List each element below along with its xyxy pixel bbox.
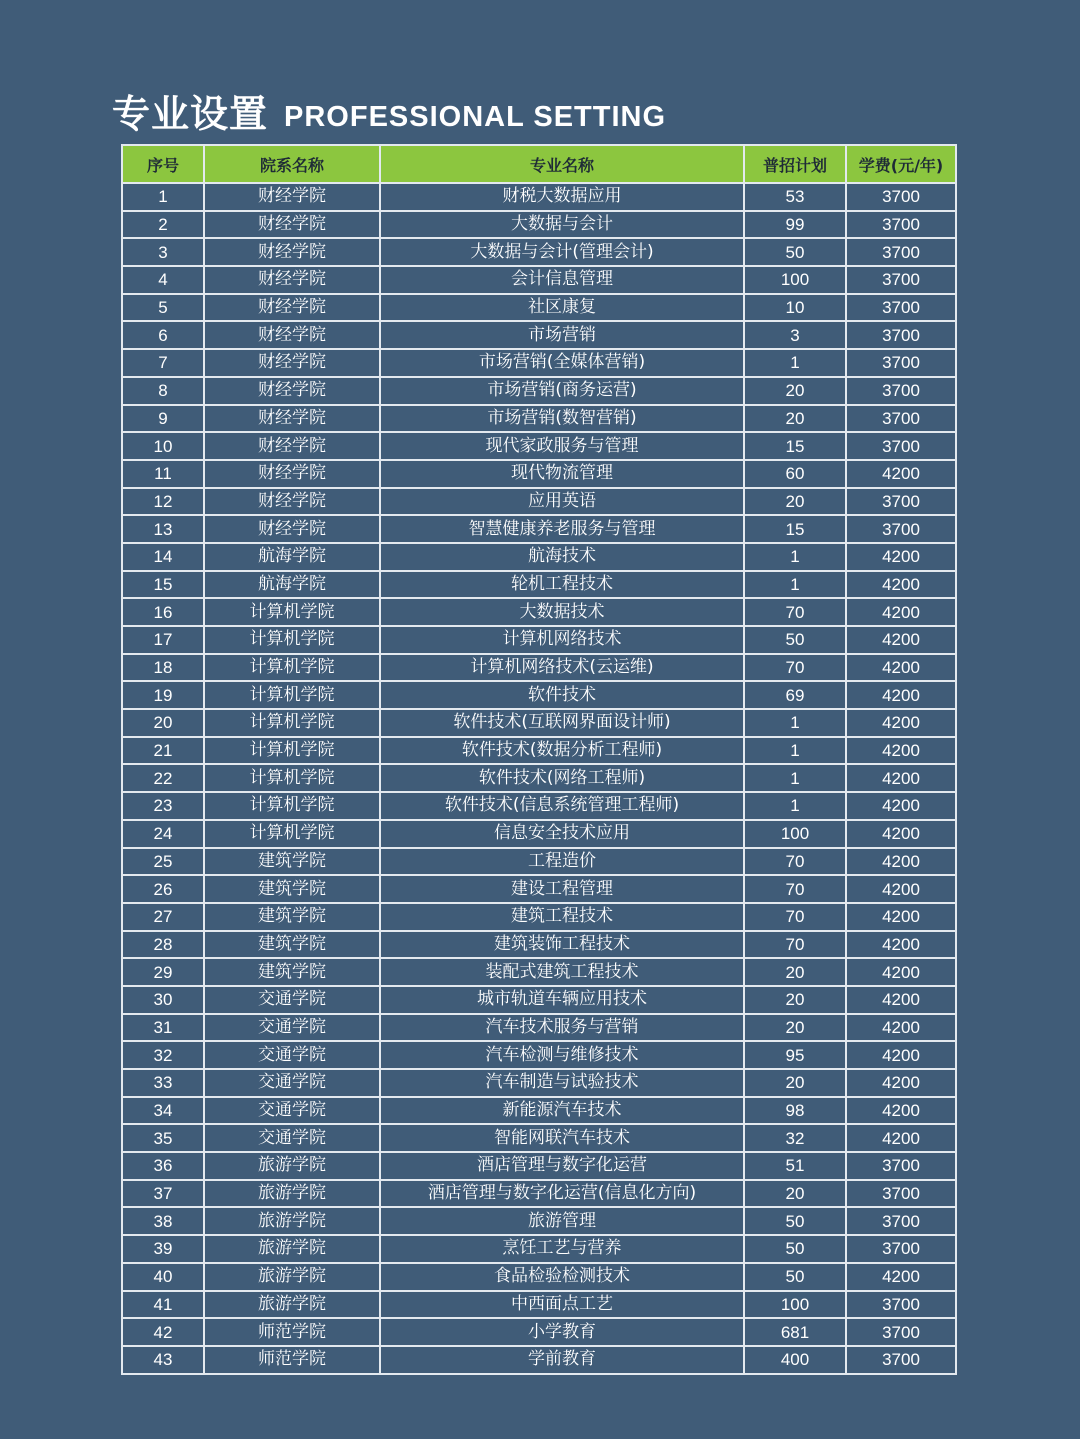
table-row — [122, 183, 956, 211]
cell-major: 应用英语 — [380, 488, 744, 516]
cell-enrollment-plan: 70 — [744, 598, 846, 626]
cell-college: 航海学院 — [204, 571, 380, 599]
cell-enrollment-plan: 70 — [744, 903, 846, 931]
major-table — [121, 144, 957, 1375]
table-row — [122, 598, 956, 626]
cell-enrollment-plan: 1 — [744, 709, 846, 737]
cell-enrollment-plan: 1 — [744, 571, 846, 599]
cell-major: 航海技术 — [380, 543, 744, 571]
cell-major: 装配式建筑工程技术 — [380, 958, 744, 986]
table-row — [122, 626, 956, 654]
cell-college: 旅游学院 — [204, 1235, 380, 1263]
header-major: 专业名称 — [380, 145, 744, 183]
table-row — [122, 875, 956, 903]
cell-enrollment-plan: 681 — [744, 1318, 846, 1346]
cell-index: 12 — [122, 488, 204, 516]
cell-major: 大数据与会计 — [380, 211, 744, 239]
cell-college: 师范学院 — [204, 1346, 380, 1374]
cell-tuition: 4200 — [846, 681, 956, 709]
cell-enrollment-plan: 53 — [744, 183, 846, 211]
cell-index: 25 — [122, 848, 204, 876]
table-row — [122, 1152, 956, 1180]
cell-college: 旅游学院 — [204, 1207, 380, 1235]
header-index: 序号 — [122, 145, 204, 183]
table-row — [122, 792, 956, 820]
cell-college: 计算机学院 — [204, 820, 380, 848]
cell-major: 轮机工程技术 — [380, 571, 744, 599]
cell-tuition: 4200 — [846, 1263, 956, 1291]
cell-college: 财经学院 — [204, 321, 380, 349]
cell-enrollment-plan: 70 — [744, 931, 846, 959]
cell-tuition: 3700 — [846, 321, 956, 349]
cell-college: 计算机学院 — [204, 654, 380, 682]
cell-major: 大数据与会计(管理会计) — [380, 238, 744, 266]
cell-enrollment-plan: 400 — [744, 1346, 846, 1374]
cell-index: 41 — [122, 1291, 204, 1319]
cell-major: 建设工程管理 — [380, 875, 744, 903]
cell-college: 财经学院 — [204, 377, 380, 405]
cell-index: 9 — [122, 405, 204, 433]
cell-tuition: 3700 — [846, 266, 956, 294]
cell-college: 财经学院 — [204, 266, 380, 294]
cell-tuition: 4200 — [846, 598, 956, 626]
cell-college: 计算机学院 — [204, 598, 380, 626]
cell-index: 3 — [122, 238, 204, 266]
table-row — [122, 848, 956, 876]
cell-enrollment-plan: 1 — [744, 737, 846, 765]
cell-tuition: 4200 — [846, 709, 956, 737]
cell-tuition: 3700 — [846, 1346, 956, 1374]
cell-college: 财经学院 — [204, 515, 380, 543]
cell-tuition: 4200 — [846, 1069, 956, 1097]
cell-index: 8 — [122, 377, 204, 405]
cell-tuition: 4200 — [846, 903, 956, 931]
table-row — [122, 1014, 956, 1042]
cell-tuition: 3700 — [846, 1180, 956, 1208]
cell-college: 交通学院 — [204, 986, 380, 1014]
table-row — [122, 709, 956, 737]
cell-tuition: 3700 — [846, 211, 956, 239]
cell-index: 37 — [122, 1180, 204, 1208]
cell-enrollment-plan: 69 — [744, 681, 846, 709]
cell-index: 35 — [122, 1124, 204, 1152]
cell-tuition: 4200 — [846, 848, 956, 876]
cell-enrollment-plan: 70 — [744, 654, 846, 682]
cell-college: 财经学院 — [204, 432, 380, 460]
cell-tuition: 3700 — [846, 405, 956, 433]
cell-index: 11 — [122, 460, 204, 488]
cell-index: 39 — [122, 1235, 204, 1263]
cell-enrollment-plan: 95 — [744, 1041, 846, 1069]
cell-enrollment-plan: 60 — [744, 460, 846, 488]
cell-index: 16 — [122, 598, 204, 626]
cell-enrollment-plan: 20 — [744, 377, 846, 405]
cell-tuition: 3700 — [846, 238, 956, 266]
table-row — [122, 986, 956, 1014]
cell-enrollment-plan: 15 — [744, 515, 846, 543]
cell-college: 财经学院 — [204, 349, 380, 377]
cell-college: 旅游学院 — [204, 1180, 380, 1208]
cell-major: 食品检验检测技术 — [380, 1263, 744, 1291]
cell-major: 酒店管理与数字化运营 — [380, 1152, 744, 1180]
cell-enrollment-plan: 20 — [744, 1069, 846, 1097]
cell-college: 财经学院 — [204, 238, 380, 266]
cell-major: 软件技术 — [380, 681, 744, 709]
cell-major: 小学教育 — [380, 1318, 744, 1346]
cell-college: 财经学院 — [204, 460, 380, 488]
table-row — [122, 1207, 956, 1235]
cell-index: 23 — [122, 792, 204, 820]
cell-college: 交通学院 — [204, 1069, 380, 1097]
table-row — [122, 820, 956, 848]
cell-tuition: 3700 — [846, 1291, 956, 1319]
table-row — [122, 460, 956, 488]
cell-tuition: 4200 — [846, 792, 956, 820]
cell-index: 2 — [122, 211, 204, 239]
table-row — [122, 349, 956, 377]
cell-college: 交通学院 — [204, 1014, 380, 1042]
cell-tuition: 4200 — [846, 571, 956, 599]
cell-index: 21 — [122, 737, 204, 765]
table-row — [122, 1291, 956, 1319]
cell-enrollment-plan: 20 — [744, 488, 846, 516]
cell-college: 财经学院 — [204, 488, 380, 516]
cell-tuition: 4200 — [846, 1097, 956, 1125]
cell-major: 市场营销 — [380, 321, 744, 349]
cell-college: 计算机学院 — [204, 764, 380, 792]
cell-enrollment-plan: 70 — [744, 875, 846, 903]
cell-college: 财经学院 — [204, 405, 380, 433]
page-title — [112, 80, 666, 136]
cell-college: 交通学院 — [204, 1124, 380, 1152]
cell-college: 计算机学院 — [204, 681, 380, 709]
table-row — [122, 681, 956, 709]
cell-major: 社区康复 — [380, 294, 744, 322]
cell-index: 42 — [122, 1318, 204, 1346]
table-row — [122, 405, 956, 433]
cell-index: 38 — [122, 1207, 204, 1235]
cell-tuition: 3700 — [846, 349, 956, 377]
cell-enrollment-plan: 100 — [744, 820, 846, 848]
cell-major: 新能源汽车技术 — [380, 1097, 744, 1125]
cell-enrollment-plan: 51 — [744, 1152, 846, 1180]
cell-index: 29 — [122, 958, 204, 986]
cell-index: 32 — [122, 1041, 204, 1069]
cell-major: 计算机网络技术 — [380, 626, 744, 654]
cell-college: 财经学院 — [204, 211, 380, 239]
table-row — [122, 764, 956, 792]
header-tuition: 学费(元/年) — [846, 145, 956, 183]
cell-index: 15 — [122, 571, 204, 599]
cell-index: 26 — [122, 875, 204, 903]
cell-index: 24 — [122, 820, 204, 848]
cell-tuition: 4200 — [846, 1014, 956, 1042]
cell-major: 软件技术(网络工程师) — [380, 764, 744, 792]
cell-index: 13 — [122, 515, 204, 543]
table-row — [122, 543, 956, 571]
table-row — [122, 515, 956, 543]
table-row — [122, 1124, 956, 1152]
cell-major: 现代物流管理 — [380, 460, 744, 488]
header-college: 院系名称 — [204, 145, 380, 183]
table-body — [122, 183, 956, 1374]
cell-college: 师范学院 — [204, 1318, 380, 1346]
cell-index: 14 — [122, 543, 204, 571]
cell-index: 30 — [122, 986, 204, 1014]
cell-tuition: 4200 — [846, 1124, 956, 1152]
cell-enrollment-plan: 50 — [744, 1263, 846, 1291]
cell-enrollment-plan: 50 — [744, 626, 846, 654]
cell-tuition: 3700 — [846, 294, 956, 322]
table-row — [122, 432, 956, 460]
table-row — [122, 1263, 956, 1291]
cell-college: 财经学院 — [204, 183, 380, 211]
cell-major: 旅游管理 — [380, 1207, 744, 1235]
cell-enrollment-plan: 1 — [744, 764, 846, 792]
table-row — [122, 1041, 956, 1069]
cell-index: 10 — [122, 432, 204, 460]
table-row — [122, 1180, 956, 1208]
cell-major: 汽车制造与试验技术 — [380, 1069, 744, 1097]
cell-tuition: 4200 — [846, 986, 956, 1014]
cell-index: 17 — [122, 626, 204, 654]
cell-major: 建筑工程技术 — [380, 903, 744, 931]
table-row — [122, 377, 956, 405]
cell-index: 1 — [122, 183, 204, 211]
cell-tuition: 4200 — [846, 764, 956, 792]
cell-major: 烹饪工艺与营养 — [380, 1235, 744, 1263]
cell-index: 18 — [122, 654, 204, 682]
cell-enrollment-plan: 1 — [744, 349, 846, 377]
cell-tuition: 4200 — [846, 737, 956, 765]
cell-index: 7 — [122, 349, 204, 377]
cell-index: 34 — [122, 1097, 204, 1125]
cell-tuition: 4200 — [846, 820, 956, 848]
cell-enrollment-plan: 15 — [744, 432, 846, 460]
cell-college: 计算机学院 — [204, 792, 380, 820]
cell-enrollment-plan: 20 — [744, 1180, 846, 1208]
cell-college: 旅游学院 — [204, 1263, 380, 1291]
cell-major: 智慧健康养老服务与管理 — [380, 515, 744, 543]
table-row — [122, 903, 956, 931]
cell-enrollment-plan: 50 — [744, 238, 846, 266]
cell-enrollment-plan: 99 — [744, 211, 846, 239]
cell-index: 36 — [122, 1152, 204, 1180]
cell-college: 旅游学院 — [204, 1291, 380, 1319]
cell-college: 计算机学院 — [204, 709, 380, 737]
cell-tuition: 4200 — [846, 654, 956, 682]
cell-major: 信息安全技术应用 — [380, 820, 744, 848]
cell-major: 会计信息管理 — [380, 266, 744, 294]
cell-major: 计算机网络技术(云运维) — [380, 654, 744, 682]
table-row — [122, 1318, 956, 1346]
header-enrollment-plan: 普招计划 — [744, 145, 846, 183]
cell-tuition: 3700 — [846, 1318, 956, 1346]
table-row — [122, 1346, 956, 1374]
table-row — [122, 1235, 956, 1263]
table-row — [122, 1097, 956, 1125]
cell-major: 现代家政服务与管理 — [380, 432, 744, 460]
cell-major: 汽车检测与维修技术 — [380, 1041, 744, 1069]
cell-major: 市场营销(全媒体营销) — [380, 349, 744, 377]
cell-index: 31 — [122, 1014, 204, 1042]
cell-index: 33 — [122, 1069, 204, 1097]
cell-college: 建筑学院 — [204, 848, 380, 876]
cell-major: 财税大数据应用 — [380, 183, 744, 211]
cell-enrollment-plan: 98 — [744, 1097, 846, 1125]
cell-tuition: 3700 — [846, 377, 956, 405]
cell-college: 航海学院 — [204, 543, 380, 571]
table-row — [122, 654, 956, 682]
cell-tuition: 3700 — [846, 183, 956, 211]
cell-index: 5 — [122, 294, 204, 322]
cell-index: 20 — [122, 709, 204, 737]
cell-college: 计算机学院 — [204, 737, 380, 765]
table-row — [122, 321, 956, 349]
cell-index: 43 — [122, 1346, 204, 1374]
page-title-chinese: 专业设置 — [112, 92, 269, 136]
cell-major: 软件技术(信息系统管理工程师) — [380, 792, 744, 820]
cell-enrollment-plan: 20 — [744, 958, 846, 986]
cell-major: 建筑装饰工程技术 — [380, 931, 744, 959]
cell-tuition: 3700 — [846, 1207, 956, 1235]
cell-college: 建筑学院 — [204, 875, 380, 903]
cell-major: 工程造价 — [380, 848, 744, 876]
cell-college: 旅游学院 — [204, 1152, 380, 1180]
page-title-english: PROFESSIONAL SETTING — [284, 101, 667, 133]
cell-enrollment-plan: 20 — [744, 405, 846, 433]
table-row — [122, 931, 956, 959]
table-row — [122, 294, 956, 322]
cell-college: 财经学院 — [204, 294, 380, 322]
cell-tuition: 4200 — [846, 460, 956, 488]
cell-enrollment-plan: 1 — [744, 792, 846, 820]
cell-enrollment-plan: 50 — [744, 1235, 846, 1263]
cell-major: 中西面点工艺 — [380, 1291, 744, 1319]
cell-tuition: 4200 — [846, 958, 956, 986]
cell-index: 22 — [122, 764, 204, 792]
cell-index: 40 — [122, 1263, 204, 1291]
cell-major: 市场营销(商务运营) — [380, 377, 744, 405]
cell-index: 19 — [122, 681, 204, 709]
cell-college: 建筑学院 — [204, 903, 380, 931]
cell-index: 4 — [122, 266, 204, 294]
cell-index: 6 — [122, 321, 204, 349]
cell-tuition: 3700 — [846, 1235, 956, 1263]
cell-tuition: 3700 — [846, 432, 956, 460]
cell-tuition: 4200 — [846, 1041, 956, 1069]
cell-enrollment-plan: 1 — [744, 543, 846, 571]
cell-tuition: 3700 — [846, 488, 956, 516]
table-row — [122, 488, 956, 516]
table-row — [122, 737, 956, 765]
cell-college: 计算机学院 — [204, 626, 380, 654]
table-row — [122, 571, 956, 599]
table-row — [122, 958, 956, 986]
cell-major: 城市轨道车辆应用技术 — [380, 986, 744, 1014]
table-row — [122, 266, 956, 294]
cell-major: 汽车技术服务与营销 — [380, 1014, 744, 1042]
cell-enrollment-plan: 20 — [744, 1014, 846, 1042]
cell-major: 软件技术(数据分析工程师) — [380, 737, 744, 765]
cell-enrollment-plan: 20 — [744, 986, 846, 1014]
cell-index: 28 — [122, 931, 204, 959]
cell-major: 酒店管理与数字化运营(信息化方向) — [380, 1180, 744, 1208]
cell-college: 建筑学院 — [204, 931, 380, 959]
cell-college: 交通学院 — [204, 1097, 380, 1125]
table-header-row — [122, 145, 956, 183]
cell-enrollment-plan: 70 — [744, 848, 846, 876]
cell-index: 27 — [122, 903, 204, 931]
cell-enrollment-plan: 100 — [744, 266, 846, 294]
table-row — [122, 211, 956, 239]
cell-tuition: 3700 — [846, 1152, 956, 1180]
cell-tuition: 4200 — [846, 626, 956, 654]
table-row — [122, 1069, 956, 1097]
cell-enrollment-plan: 50 — [744, 1207, 846, 1235]
cell-college: 建筑学院 — [204, 958, 380, 986]
cell-major: 软件技术(互联网界面设计师) — [380, 709, 744, 737]
cell-tuition: 4200 — [846, 931, 956, 959]
cell-tuition: 3700 — [846, 515, 956, 543]
cell-major: 智能网联汽车技术 — [380, 1124, 744, 1152]
cell-enrollment-plan: 10 — [744, 294, 846, 322]
cell-major: 学前教育 — [380, 1346, 744, 1374]
cell-college: 交通学院 — [204, 1041, 380, 1069]
cell-tuition: 4200 — [846, 875, 956, 903]
cell-enrollment-plan: 32 — [744, 1124, 846, 1152]
cell-major: 市场营销(数智营销) — [380, 405, 744, 433]
cell-tuition: 4200 — [846, 543, 956, 571]
cell-enrollment-plan: 3 — [744, 321, 846, 349]
table-row — [122, 238, 956, 266]
cell-major: 大数据技术 — [380, 598, 744, 626]
cell-enrollment-plan: 100 — [744, 1291, 846, 1319]
